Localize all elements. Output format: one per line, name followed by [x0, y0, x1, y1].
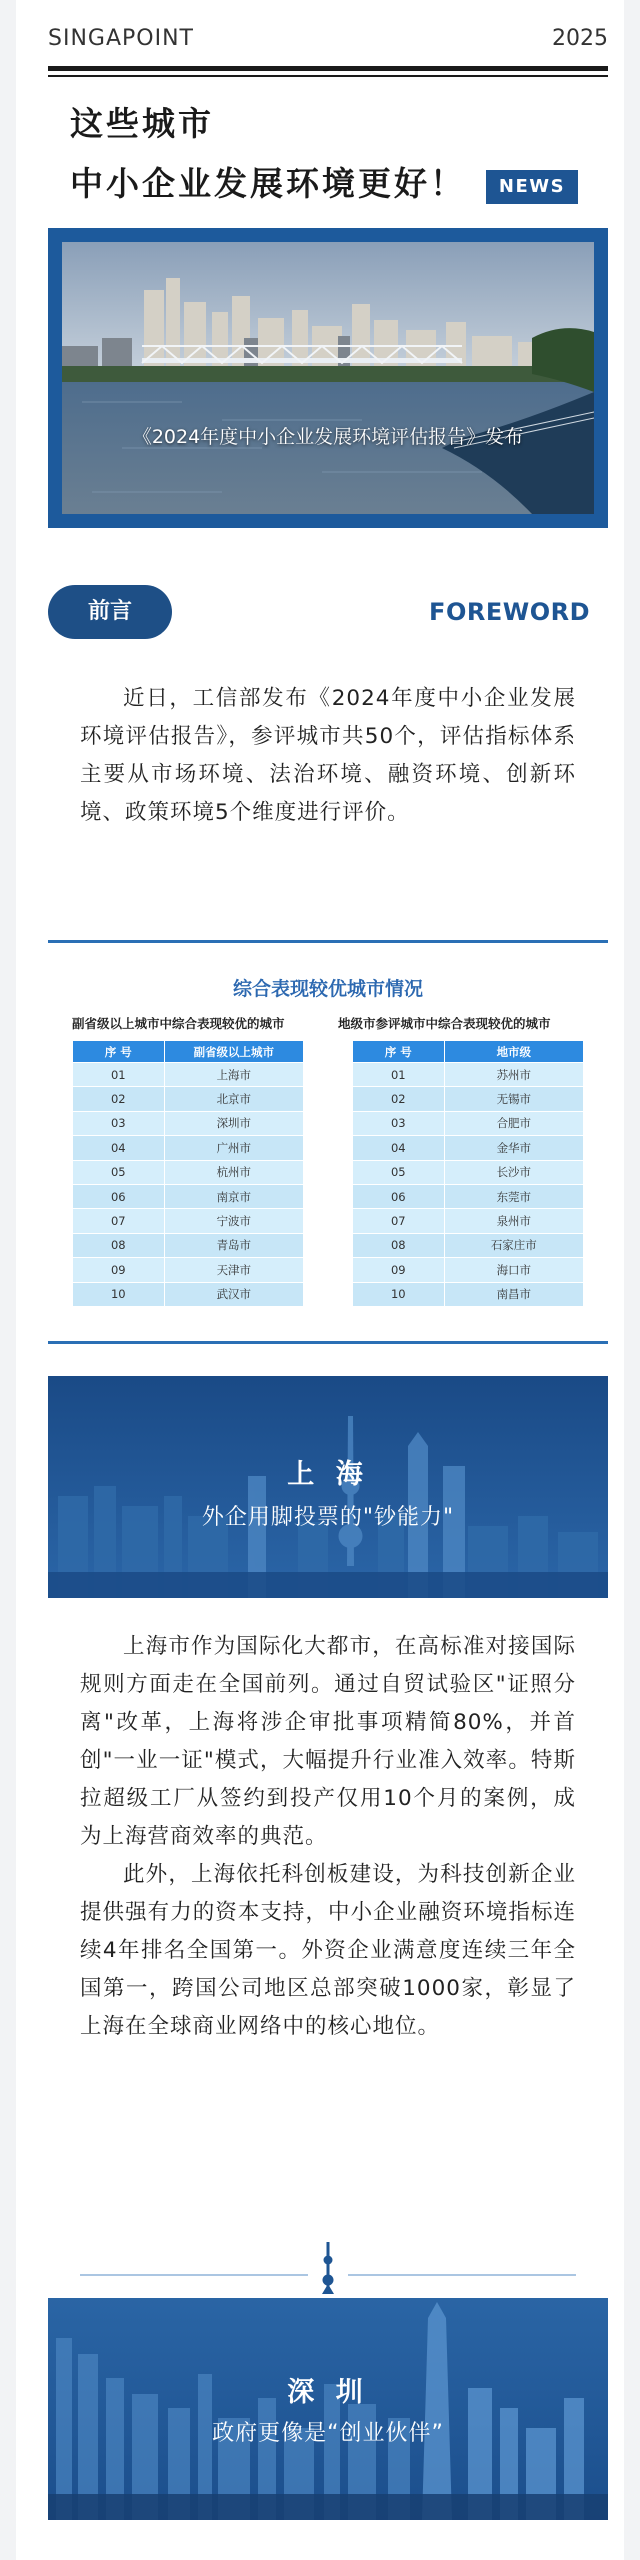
table-row [353, 1209, 584, 1233]
section-pill-foreword: 前言 [48, 585, 172, 639]
column-header: 序 号 [73, 1041, 165, 1063]
rank-cell: 04 [353, 1136, 445, 1160]
shenzhen-subtitle: 政府更像是“创业伙伴” [212, 2421, 444, 2446]
city-cell: 合肥市 [444, 1111, 583, 1135]
table-row [73, 1233, 304, 1257]
foreword-label: FOREWORD [429, 598, 590, 626]
rank-cell: 01 [73, 1063, 165, 1087]
table-row [353, 1160, 584, 1184]
rank-cell: 05 [73, 1160, 165, 1184]
city-cell: 武汉市 [164, 1282, 303, 1306]
table-row [353, 1111, 584, 1135]
rank-cell: 10 [353, 1282, 445, 1306]
city-cell: 泉州市 [444, 1209, 583, 1233]
header-year: 2025 [552, 26, 608, 51]
right-table-subtitle: 地级市参评城市中综合表现较优的城市 [338, 1016, 551, 1031]
intro-paragraph [80, 680, 576, 832]
city-cell: 上海市 [164, 1063, 303, 1087]
table-row [353, 1233, 584, 1257]
shenzhen-title: 深 圳 [287, 2377, 369, 2408]
column-header: 副省级以上城市 [164, 1041, 303, 1063]
rank-cell: 05 [353, 1160, 445, 1184]
shanghai-title: 上 海 [287, 1459, 369, 1490]
table-title: 综合表现较优城市情况 [232, 978, 423, 1000]
section-divider [80, 2240, 576, 2300]
rank-cell: 08 [73, 1233, 165, 1257]
shanghai-paragraph-1: 上海市作为国际化大都市，在高标准对接国际规则方面走在全国前列。通过自贸试验区"证照分离"改革，上海将涉企审批事项精简80%，并首创"一业一证"模式，大幅提升行业准入效率。特斯拉超级工厂从签约到投产仅用10个月的案例，成为上海营商效率的典范。 [80, 1634, 576, 1849]
rank-cell: 07 [73, 1209, 165, 1233]
city-cell: 无锡市 [444, 1087, 583, 1111]
rank-cell: 04 [73, 1136, 165, 1160]
hero-caption: 《2024年度中小企业发展环境评估报告》发布 [132, 426, 524, 448]
rank-cell: 07 [353, 1209, 445, 1233]
table-row [353, 1258, 584, 1282]
city-cell: 苏州市 [444, 1063, 583, 1087]
divider-graphic [80, 2240, 576, 2300]
table-row [73, 1258, 304, 1282]
rank-cell: 10 [73, 1282, 165, 1306]
title-line-2: 中小企业发展环境更好！ [70, 164, 466, 203]
shanghai-subtitle: 外企用脚投票的"钞能力" [201, 1505, 455, 1530]
hero-photo [62, 242, 594, 514]
city-cell: 天津市 [164, 1258, 303, 1282]
table-row [73, 1184, 304, 1208]
city-cell: 广州市 [164, 1136, 303, 1160]
ranking-table-section [48, 940, 608, 1344]
table-rule-top [48, 940, 608, 943]
city-cell: 北京市 [164, 1087, 303, 1111]
city-cell: 青岛市 [164, 1233, 303, 1257]
shenzhen-banner [48, 2298, 608, 2520]
table-row [73, 1282, 304, 1306]
rank-cell: 01 [353, 1063, 445, 1087]
article [16, 0, 624, 2560]
right-ranking-table [352, 1040, 584, 1307]
city-cell: 南昌市 [444, 1282, 583, 1306]
brand-name: SINGAPOINT [48, 26, 194, 51]
rank-cell: 02 [353, 1087, 445, 1111]
rank-cell: 06 [353, 1184, 445, 1208]
rank-cell: 03 [353, 1111, 445, 1135]
column-header: 序 号 [353, 1041, 445, 1063]
table-row [73, 1063, 304, 1087]
rank-cell: 06 [73, 1184, 165, 1208]
table-row [353, 1282, 584, 1306]
table-row [353, 1184, 584, 1208]
hero-frame [48, 228, 608, 528]
table-row [353, 1136, 584, 1160]
city-cell: 深圳市 [164, 1111, 303, 1135]
header-rule [48, 66, 608, 71]
rank-cell: 02 [73, 1087, 165, 1111]
rank-cell: 03 [73, 1111, 165, 1135]
shanghai-paragraph-2: 此外，上海依托科创板建设，为科技创新企业提供强有力的资本支持，中小企业融资环境指标连续4年排名全国第一。外资企业满意度连续三年全国第一，跨国公司地区总部突破1000家，彰显了上海在全球商业网络中的核心地位。 [80, 1862, 576, 2039]
table-row [353, 1087, 584, 1111]
rank-cell: 08 [353, 1233, 445, 1257]
left-table-subtitle: 副省级以上城市中综合表现较优的城市 [72, 1016, 285, 1031]
shanghai-text [80, 1628, 576, 2046]
table-row [73, 1209, 304, 1233]
table-row [73, 1111, 304, 1135]
table-row [73, 1160, 304, 1184]
city-cell: 东莞市 [444, 1184, 583, 1208]
intro-text: 近日，工信部发布《2024年度中小企业发展环境评估报告》，参评城市共50个，评估指标体系主要从市场环境、法治环境、融资环境、创新环境、政策环境5个维度进行评价。 [80, 686, 576, 825]
shanghai-banner [48, 1376, 608, 1598]
news-badge: NEWS [486, 170, 578, 204]
city-cell: 南京市 [164, 1184, 303, 1208]
city-cell: 宁波市 [164, 1209, 303, 1233]
city-cell: 杭州市 [164, 1160, 303, 1184]
city-cell: 海口市 [444, 1258, 583, 1282]
header [48, 26, 608, 56]
table-rule-bottom [48, 1341, 608, 1344]
column-header: 地市级 [444, 1041, 583, 1063]
city-cell: 金华市 [444, 1136, 583, 1160]
title-line-1: 这些城市 [70, 104, 214, 143]
hero-cityscape-image [62, 242, 594, 514]
city-cell: 长沙市 [444, 1160, 583, 1184]
header-rule-thin [48, 75, 608, 77]
left-ranking-table [72, 1040, 304, 1307]
tower-icon [322, 2242, 334, 2294]
rank-cell: 09 [353, 1258, 445, 1282]
shenzhen-skyline-image [48, 2298, 608, 2520]
table-row [73, 1136, 304, 1160]
city-cell: 石家庄市 [444, 1233, 583, 1257]
rank-cell: 09 [73, 1258, 165, 1282]
table-row [353, 1063, 584, 1087]
table-row [73, 1087, 304, 1111]
